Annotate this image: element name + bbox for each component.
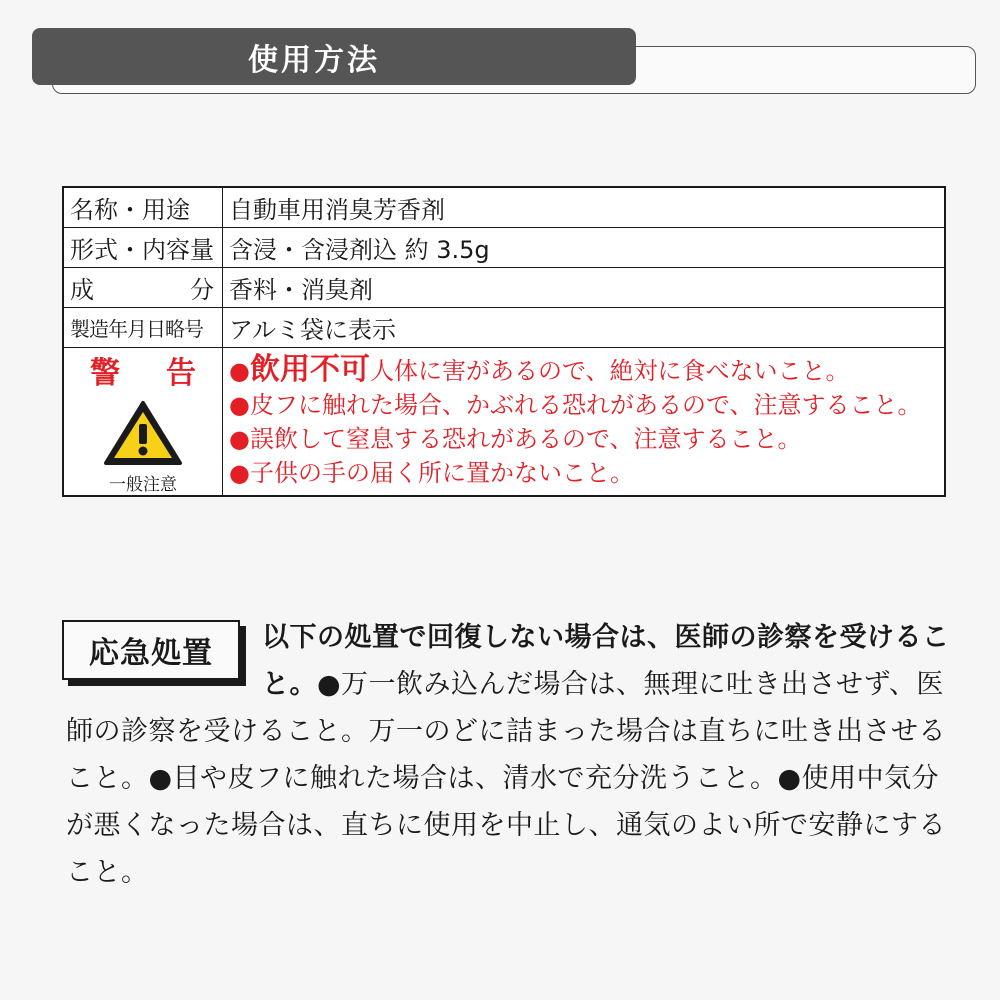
warning-item-text: 人体に害があるので、絶対に食べないこと。 xyxy=(369,357,850,385)
header-tab xyxy=(32,28,636,85)
row-label-format: 形式・内容量 xyxy=(63,228,223,268)
row-label-ingredients xyxy=(63,268,223,308)
emergency-label: 応急処置 xyxy=(89,636,213,671)
warning-title-left: 警 xyxy=(90,356,120,391)
warning-item xyxy=(229,353,938,388)
emergency-text xyxy=(66,614,950,896)
row-label-name: 名称・用途 xyxy=(63,187,223,228)
warning-text-cell xyxy=(223,348,946,497)
table-row xyxy=(63,268,945,308)
warning-item xyxy=(229,388,938,422)
row-value-ingredients: 香料・消臭剤 xyxy=(223,268,946,308)
bullet: ● xyxy=(229,357,250,385)
warning-item-text: 誤飲して窒息する恐れがあるので、注意すること。 xyxy=(249,425,802,453)
row-value-format: 含浸・含浸剤込 約 3.5g xyxy=(223,228,946,268)
bullet: ● xyxy=(229,425,250,453)
warning-label-cell xyxy=(63,348,223,497)
bullet: ● xyxy=(229,459,250,487)
table-row xyxy=(63,228,945,268)
row-label-ingredients-left: 成 xyxy=(70,276,94,304)
spec-table xyxy=(62,186,946,497)
warning-caption: 一般注意 xyxy=(109,475,177,495)
warning-title-right: 告 xyxy=(166,356,196,391)
warning-item xyxy=(229,422,938,456)
label-spacer xyxy=(66,614,262,704)
row-label-lot: 製造年月日略号 xyxy=(63,308,223,348)
warning-item-text: 子供の手の届く所に置かないこと。 xyxy=(249,459,634,487)
bullet: ● xyxy=(229,391,250,419)
table-row xyxy=(63,308,945,348)
warning-triangle-icon xyxy=(103,400,183,466)
warning-strong: 飲用不可 xyxy=(249,352,370,387)
table-row xyxy=(63,187,945,228)
warning-title xyxy=(70,348,216,392)
warning-item xyxy=(229,456,938,490)
row-value-lot: アルミ袋に表示 xyxy=(223,308,946,348)
page-title: 使用方法 xyxy=(248,42,380,78)
row-value-name: 自動車用消臭芳香剤 xyxy=(223,187,946,228)
warning-item-text: 皮フに触れた場合、かぶれる恐れがあるので、注意すること。 xyxy=(249,391,922,419)
row-label-ingredients-right: 分 xyxy=(190,276,214,304)
warning-row xyxy=(63,348,945,497)
emergency-body: ●万一飲み込んだ場合は、無理に吐き出させず、医師の診察を受けること。万一のどに詰まった場合は直ちに吐き出させること。●目や皮フに触れた場合は、清水で充分洗うこと。●使用中気分が悪くなった場合は、直ちに使用を中止し、通気のよい所で安静にすること。 xyxy=(66,669,946,888)
emergency-lead: 以下の処置で回復しない場合は、医師の診察を受けること。 xyxy=(262,622,950,700)
